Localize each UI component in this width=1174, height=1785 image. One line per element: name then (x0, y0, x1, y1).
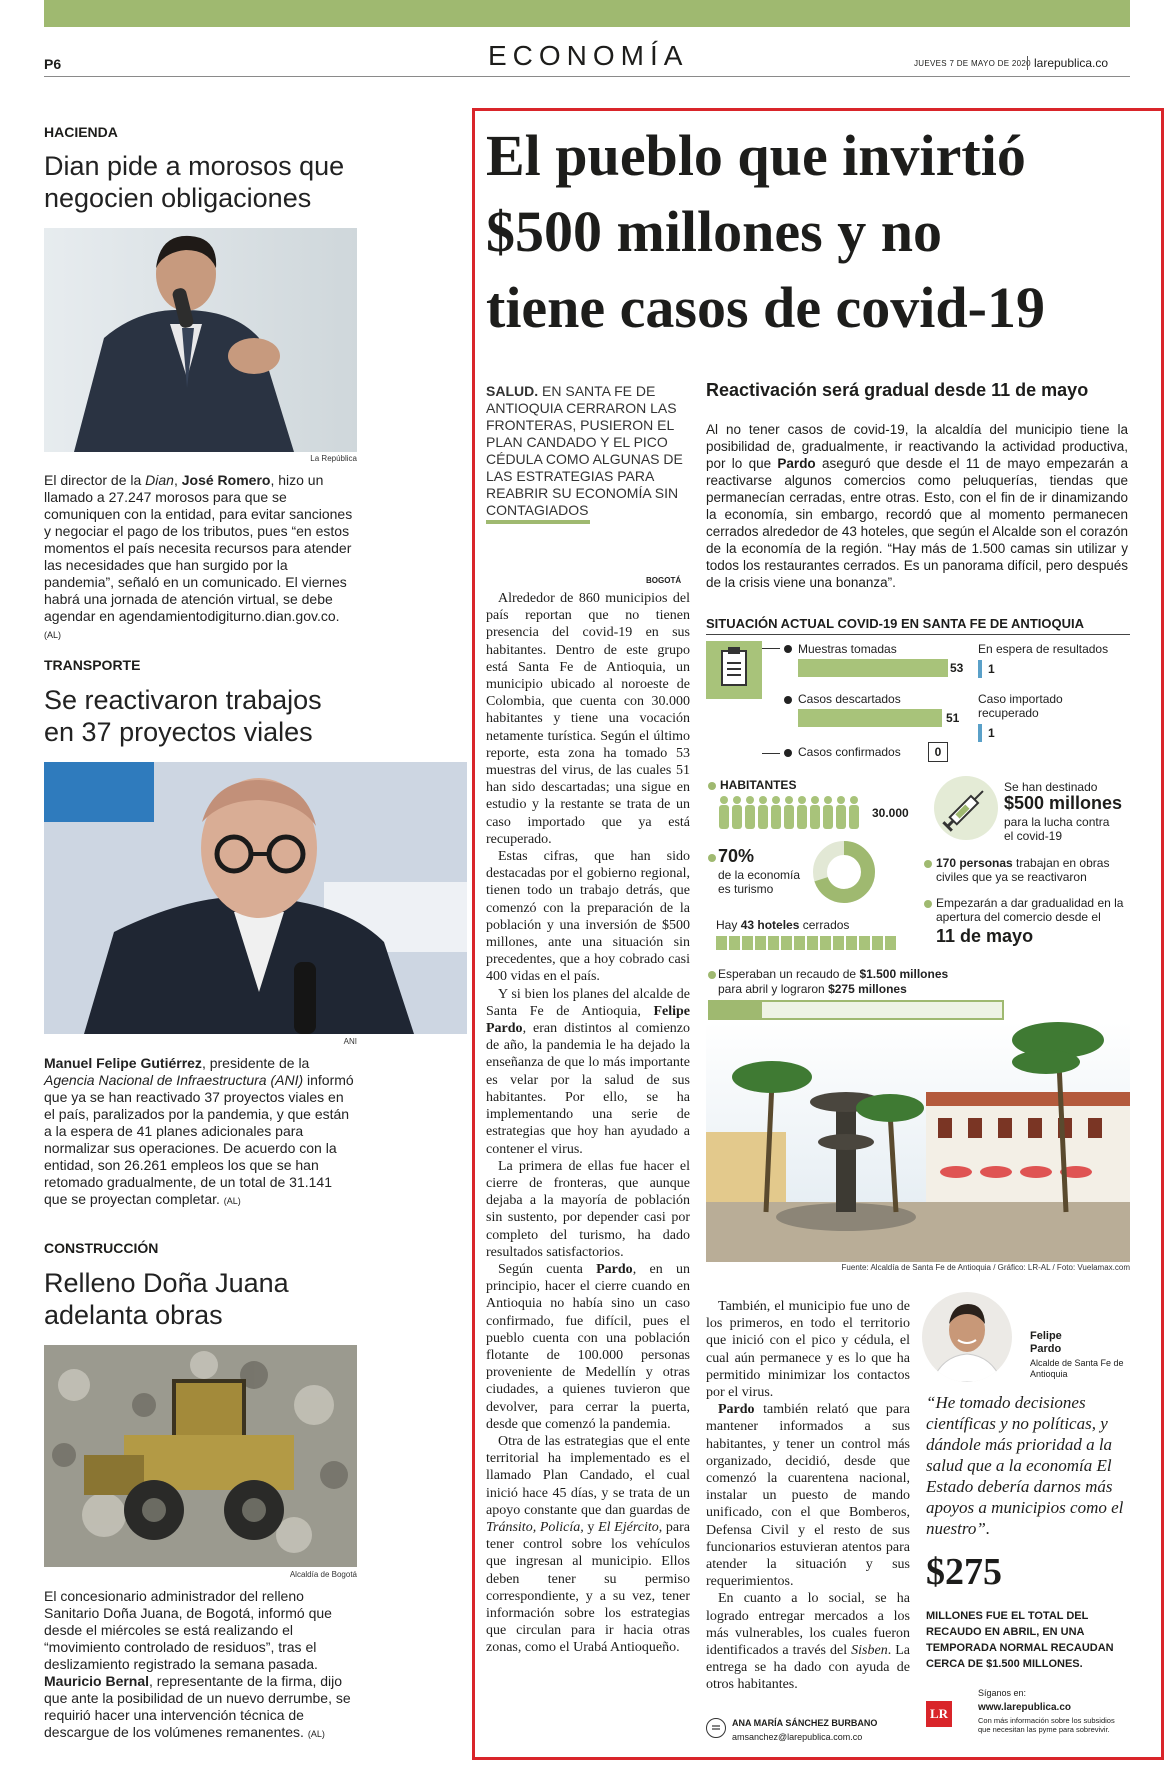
person-icon-body (758, 805, 768, 829)
lead-accent-bar (486, 520, 590, 524)
imported-bar (978, 724, 982, 742)
discarded-value: 51 (946, 711, 960, 725)
masthead-site[interactable]: larepublica.co (1027, 56, 1108, 70)
text-run: y (583, 1519, 599, 1535)
hotel-block (729, 936, 740, 950)
revenue-line2 (718, 982, 907, 996)
article-column-1 (486, 590, 690, 1657)
hotels-post: cerrados (799, 918, 850, 932)
main-headline[interactable] (486, 118, 1136, 346)
workers-rest: trabajan en obras civiles que ya se reactivaron (936, 856, 1110, 884)
text-run: Y si bien los planes del alcalde de Santa Fe de Antioquia, (486, 986, 690, 1019)
lr-logo: LR (926, 1701, 952, 1727)
lead-text: EN SANTA FE DE ANTIOQUIA CERRARON LAS FRONTERAS, PUSIERON EL PLAN CANDADO Y EL PICO CÉDULA COMO ALGUNAS DE LAS ESTRATEGIAS PARA REABRIR SU ECONOMÍA SIN CONTAGIADOS (486, 383, 683, 518)
text-run: Felipe Pardo (486, 1003, 690, 1037)
person-icon-head (746, 796, 754, 804)
text-run: Tránsito, Policía, (486, 1519, 584, 1535)
tourism-text (718, 868, 800, 896)
brief-dian-body (44, 472, 357, 644)
text-run: Mauricio Bernal (44, 1673, 150, 1689)
tests-label: Muestras tomadas (798, 642, 897, 656)
tourism-pct: 70% (718, 846, 755, 866)
promo-text (978, 1716, 1115, 1734)
text-run: Sisben (851, 1643, 888, 1659)
revenue-l2-bold: $275 millones (828, 982, 907, 996)
text-run: , hizo un llamado a 27.247 morosos para que se comuniquen con la entidad, para evitar sanciones y negociar el pago de los tributos, pues “en estos momentos el país necesita recursos para atender las necesidades que han surgido por la pandemia”, señaló en un comunicado. El viernes habrá una jornada de atención virtual, se debe agendar en agendamientodigiturno.dian.gov.co. (44, 472, 353, 624)
author-email[interactable]: amsanchez@larepublica.com.co (732, 1732, 863, 1742)
tourism-donut (812, 840, 876, 904)
pending-bar (978, 660, 982, 678)
article-paragraph (486, 1158, 690, 1261)
investment-amount: $500 millones (1004, 793, 1123, 813)
follow-label: Síganos en: (978, 1688, 1027, 1698)
investment-post-line2: el covid-19 (1004, 829, 1063, 843)
person-icon-head (759, 796, 767, 804)
person-icon-body (719, 805, 729, 829)
people-icons (718, 794, 868, 830)
confirmed-label: Casos confirmados (798, 745, 901, 759)
chat-icon (706, 1718, 726, 1738)
article-paragraph (486, 848, 690, 986)
hotels-pre: Hay (716, 918, 741, 932)
investment-post (1004, 815, 1109, 843)
discarded-label: Casos descartados (798, 692, 901, 706)
text-run: Dian (145, 472, 174, 488)
headline-juana-line2: adelanta obras (44, 1300, 223, 1330)
workers-dot (924, 860, 932, 868)
headline-viales-line2: en 37 proyectos viales (44, 717, 313, 747)
imported-label (978, 692, 1063, 720)
hotel-block (794, 936, 805, 950)
text-run: También, el municipio fue uno de los primeros, en todo el territorio que inició con el pico y cédula, el cual aún permanece y es lo que ha permitido minimizar los contactos por el virus. (706, 1299, 910, 1401)
investment-post-line1: para la lucha contra (1004, 815, 1110, 829)
text-run: Pardo (718, 1402, 755, 1418)
photo-credit-ani: ANI (343, 1037, 357, 1046)
discarded-dot (784, 696, 792, 704)
text-run: El Ejército (598, 1519, 659, 1535)
promo-site[interactable]: www.larepublica.co (978, 1702, 1071, 1713)
text-run: (AL) (44, 630, 62, 640)
article-paragraph (706, 1298, 910, 1401)
person-icon-head (772, 796, 780, 804)
text-run: también relató que para mantener informados a sus habitantes, y tener un control más organizado, decidió, desde que comenzó la cuarentena nacional, instalar un puesto de mando unificado, con el que Bomberos, Defensa Civil y el resto de sus funcionarios estuvieran atentos para atender la situación y sus requerimientos. (706, 1402, 910, 1590)
top-color-band (44, 0, 1130, 27)
headline-dona-juana[interactable] (44, 1267, 374, 1331)
main-headline-line1: El pueblo que invirtió (486, 123, 1026, 188)
hotel-block (885, 936, 896, 950)
page-number: P6 (44, 56, 62, 72)
investment-pre: Se han destinado (1004, 780, 1098, 794)
main-headline-line3: tiene casos de covid-19 (486, 275, 1045, 340)
kicker-transporte: TRANSPORTE (44, 657, 141, 673)
revenue-l1-bold: $1.500 millones (859, 967, 949, 981)
person-icon-body (836, 805, 846, 829)
revenue-line1 (718, 967, 948, 981)
hotels-bold: 43 hoteles (740, 918, 800, 932)
profile-name (1030, 1330, 1062, 1356)
photo-jose-romero (44, 228, 357, 452)
text-run: , representante de la firma, dijo que ante la posibilidad de un nuevo derrumbe, se requirió hacer una intervención técnica de descargue de los volúmenes remanentes. (44, 1673, 351, 1740)
article-paragraph (486, 590, 690, 848)
stat-value: $275 (926, 1551, 1002, 1593)
headline-dian-line1: Dian pide a morosos que (44, 151, 345, 181)
tests-value: 53 (950, 661, 964, 675)
promo-line2: que necesitan las pyme para sobrevivir. (978, 1725, 1110, 1734)
lead-summary (486, 383, 690, 519)
sidebar-intro (706, 421, 1128, 591)
hotel-block (807, 936, 818, 950)
profile-role-line1: Alcalde de Santa Fe de (1030, 1358, 1124, 1368)
text-run: , para tener control sobre los vehículos que ingresan al municipio. Ellos deben tener su permiso correspondiente, y a su vez, tener información sobre los estrategias que circulan para ir hacia otras zonas, como el Urabá Antioqueño. (486, 1519, 691, 1656)
tests-bar (798, 659, 948, 677)
text-run: El concesionario administrador del relleno Sanitario Doña Juana, de Bogotá, informó que desde el miércoles se está realizando el “movimiento controlado de residuos”, tras el deslizamiento registrado la semana pasada. (44, 1588, 332, 1672)
profile-name-line2: Pardo (1030, 1343, 1062, 1355)
text-run: Estas cifras, que han sido destacadas por el gobierno regional, tienen todo un trabajo detrás, que comenzó con la preparación de la población y una inversión de $500 millones, ante una situación sin precedentes, que a hoy cobrado casi 400 vidas en el país. (486, 849, 690, 985)
text-run: Agencia Nacional de Infraestructura (ANI) (44, 1072, 304, 1088)
person-icon-head (850, 796, 858, 804)
masthead-rule (44, 76, 1130, 77)
article-paragraph (486, 1261, 690, 1433)
article-paragraph (706, 1590, 910, 1693)
text-run: La primera de ellas fue hacer el cierre de fronteras, que aunque dejaba a la mayoría de población sin sustento, por depender casi por completo del turismo, ha dado resultados satisfactorios. (486, 1158, 690, 1260)
graphic-rule (706, 634, 1130, 635)
headline-dian[interactable] (44, 150, 374, 214)
reopen-dot (924, 900, 932, 908)
hotel-block (742, 936, 753, 950)
person-icon-head (733, 796, 741, 804)
text-run: (AL) (307, 1729, 325, 1739)
text-run: Alrededor de 860 municipios del país reportan que no tienen presencia del covid-19 en sus habitantes. Dentro de este grupo está Santa Fe de Antioquia, un municipio ubicado al noroeste de Colombia, que cuenta con 30.000 habitantes y tiene una vocación netamente turística. Según el último reporte, esta zona ha tomado 53 muestras del virus, de las cuales 51 han sido descartadas; una sigue en estudio y la restante se trata de un caso importado que ya está recuperado. (486, 591, 690, 847)
discarded-bar (798, 709, 942, 727)
profile-photo-felipe-pardo (922, 1292, 1012, 1382)
reopen-text: Empezarán a dar gradualidad en la apertura del comercio desde el (936, 896, 1124, 924)
photo-credit-dian: La República (310, 454, 357, 463)
article-paragraph (486, 1433, 690, 1657)
graphic-bracket (762, 648, 780, 754)
pending-value: 1 (988, 662, 995, 676)
issue-date: JUEVES 7 DE MAYO DE 2020 (914, 59, 1031, 68)
text-run: Al no tener casos de covid-19, la alcaldía del municipio tiene la posibilidad de, gradualmente, ir reactivando la actividad productiva, por lo que (706, 422, 1128, 471)
article-column-2 (706, 1298, 910, 1694)
person-icon-body (732, 805, 742, 829)
dateline: BOGOTÁ (646, 576, 682, 585)
main-headline-line2: $500 millones y no (486, 199, 942, 264)
tourism-line2: es turismo (718, 882, 774, 896)
person-icon-body (823, 805, 833, 829)
tourism-dot (708, 854, 716, 862)
article-paragraph (706, 1401, 910, 1590)
tests-dot (784, 645, 792, 653)
headline-viales-line1: Se reactivaron trabajos (44, 685, 322, 715)
hotel-block (768, 936, 779, 950)
reopen-date: 11 de mayo (936, 926, 1034, 946)
hotel-block (833, 936, 844, 950)
brief-ani-body (44, 1055, 357, 1210)
hotel-block (859, 936, 870, 950)
text-run: Según cuenta (498, 1261, 597, 1277)
imported-label-line1: Caso importado (978, 692, 1063, 706)
photo-credit-bogota: Alcaldía de Bogotá (289, 1570, 357, 1579)
text-run: , en un principio, hacer el cierre cuando en Antioquia no había sino un caso confirmado, fue difícil, pues el pueblo cuenta con una población flotante de 100.000 personas proveniente de Medellín y otras ciudades, a quienes tuvieron que devolver, para cerrar la puerta, desde que comenzó la pandemia. (486, 1261, 690, 1432)
pull-quote: “He tomado decisiones científicas y no políticas, y dándole más prioridad a la salud que a la economía El Estado debería darnos más apoyos a municipios como el nuestro”. (926, 1393, 1124, 1538)
hotel-block (755, 936, 766, 950)
hotel-block (872, 936, 883, 950)
person-icon-body (771, 805, 781, 829)
inhabitants-value: 30.000 (872, 806, 909, 820)
person-icon-body (797, 805, 807, 829)
kicker-hacienda: HACIENDA (44, 124, 118, 140)
imported-label-line2: recuperado (978, 706, 1039, 720)
text-run: informó que ya se han reactivado 37 proyectos viales en el país, paralizados por la pandemia, y que están a la espera de 41 planes adicionales para normalizar sus operaciones. De acuerdo con la entidad, son 26.261 empleos los que se han retomado gradualmente, de un total de 31.141 que se proyectan completar. (44, 1072, 354, 1207)
workers-bold: 170 personas (936, 856, 1013, 870)
photo-relleno-dona-juana (44, 1345, 357, 1567)
inhabitants-label: HABITANTES (720, 778, 797, 792)
text-run: Otra de las estrategias que el ente territorial ha implementado es el llamado Plan Candado, el cual inició hace 45 días, y se trata de un apoyo constante que dan guardas de (486, 1433, 690, 1518)
graphic-source: Fuente: Alcaldía de Santa Fe de Antioquia / Gráfico: LR-AL / Foto: Vuelamax.com (841, 1263, 1130, 1272)
text-run: José Romero (181, 472, 271, 488)
text-run: Manuel Felipe Gutiérrez (44, 1055, 202, 1071)
text-run: Pardo (777, 456, 816, 471)
photo-manuel-gutierrez (44, 762, 467, 1034)
tourism-line1: de la economía (718, 868, 801, 882)
profile-name-line1: Felipe (1030, 1330, 1062, 1342)
hotels-blocks (716, 936, 902, 950)
text-run: En cuanto a lo social, se ha logrado entregar mercados a los más vulnerables, los cuales fueron identificados a través del (706, 1591, 910, 1659)
hotel-block (716, 936, 727, 950)
profile-role (1030, 1358, 1124, 1380)
person-icon-body (849, 805, 859, 829)
person-icon-head (824, 796, 832, 804)
person-icon-body (810, 805, 820, 829)
text-run: , eran distintos al comienzo de año, la pandemia le ha dejado la enseñanza de que lo más importante es velar por la salud de sus habitantes. Por ello, se ha implementando una serie de estrategias que hoy han ayudado a contener el virus. (486, 1021, 690, 1157)
lead-kicker: SALUD. (486, 383, 539, 399)
headline-proyectos-viales[interactable] (44, 684, 374, 748)
sidebar-heading: Reactivación será gradual desde 11 de mayo (706, 380, 1089, 400)
confirmed-dot (784, 749, 792, 757)
syringe-icon (934, 776, 998, 840)
headline-dian-line2: negocien obligaciones (44, 183, 312, 213)
person-icon-body (745, 805, 755, 829)
person-icon-head (785, 796, 793, 804)
headline-juana-line1: Relleno Doña Juana (44, 1268, 289, 1298)
person-icon-head (811, 796, 819, 804)
revenue-l2-pre: para abril y lograron (718, 982, 829, 996)
person-icon-head (798, 796, 806, 804)
article-paragraph (486, 986, 690, 1158)
inhabitants-dot (708, 782, 716, 790)
stat-caption: MILLONES FUE EL TOTAL DEL RECAUDO EN ABRIL, EN UNA TEMPORADA NORMAL RECAUDAN CERCA DE $1.500 MILLONES. (926, 1610, 1114, 1670)
profile-role-line2: Antioquia (1030, 1369, 1068, 1379)
person-icon-body (784, 805, 794, 829)
confirmed-value: 0 (928, 742, 948, 762)
revenue-actual-bar (708, 1000, 762, 1020)
revenue-dot (708, 971, 716, 979)
text-run: . La entrega se ha dado con ayuda de otros habitantes. (706, 1643, 911, 1693)
hotel-block (846, 936, 857, 950)
text-run: , (173, 472, 182, 488)
hotel-block (820, 936, 831, 950)
graphic-title: SITUACIÓN ACTUAL COVID-19 EN SANTA FE DE ANTIOQUIA (706, 616, 1084, 631)
author-name: ANA MARÍA SÁNCHEZ BURBANO (732, 1718, 878, 1728)
revenue-l1-pre: Esperaban un recaudo de (718, 967, 860, 981)
text-run: aseguró que desde el 11 de mayo empezarán a reactivarse algunos comercios como peluquerías, tiendas que permanecían cerradas, entre otras. Esto, con el fin de ir dinamizando la economía, sin embargo, recordó que al momento permanecen cerrados alrededor de 43 hoteles, que según el Alcalde son el corazón de la economía de la región. “Hay más de 1.500 camas sin utilizar y todos los restaurantes cerrados. Es un panorama difícil, pero después de la crisis viene una bonanza”. (706, 456, 1128, 590)
brief-juana-body (44, 1588, 357, 1743)
text-run: (AL) (223, 1196, 241, 1206)
promo-line1: Con más información sobre los subsidios (978, 1716, 1115, 1725)
person-icon-head (720, 796, 728, 804)
section-title: ECONOMÍA (488, 40, 689, 71)
person-icon-head (837, 796, 845, 804)
photo-santa-fe-plaza (706, 1022, 1130, 1262)
kicker-construccion: CONSTRUCCIÓN (44, 1240, 159, 1256)
clipboard-icon (706, 641, 762, 699)
text-run: El director de la (44, 472, 146, 488)
hotels-text (716, 918, 849, 932)
text-run: , presidente de la (201, 1055, 310, 1071)
hotel-block (781, 936, 792, 950)
workers-text (936, 856, 1132, 884)
pending-label: En espera de resultados (978, 642, 1109, 656)
imported-value: 1 (988, 726, 995, 740)
text-run: Pardo (596, 1261, 633, 1277)
